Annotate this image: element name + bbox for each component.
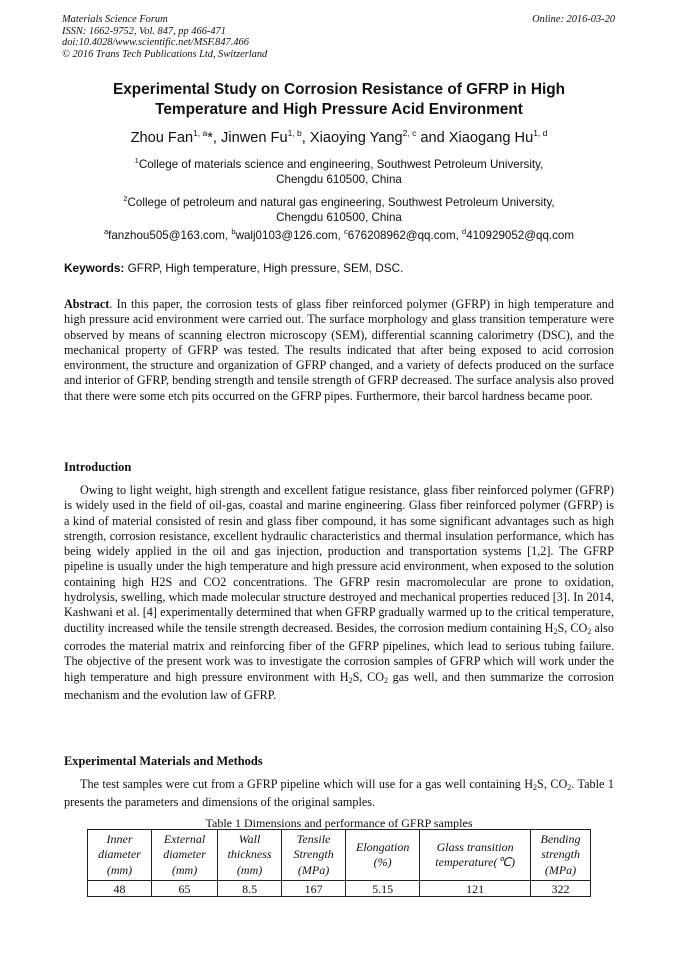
- author-name: Xiaoying Yang: [309, 129, 403, 146]
- table-cell: 167: [282, 881, 346, 897]
- journal-header: [62, 14, 267, 60]
- journal-doi: doi:10.4028/www.scientific.net/MSF.847.466: [62, 37, 249, 49]
- subscript: 2: [348, 675, 353, 685]
- dimensions-table: [87, 829, 591, 897]
- table-cell: 48: [88, 881, 152, 897]
- affiliation-mark: 2: [123, 194, 128, 203]
- keywords: [64, 261, 403, 275]
- keywords-text: GFRP, High temperature, High pressure, SEM, DSC.: [124, 261, 404, 275]
- author-affil-mark: 1, d: [533, 128, 548, 138]
- journal-copyright: © 2016 Trans Tech Publications Ltd, Switzerland: [62, 48, 268, 60]
- email-mark: a: [103, 227, 109, 236]
- table-header-cell: Tensile Strength (MPa): [282, 830, 346, 881]
- affiliation-line: College of materials science and engineering, Southwest Petroleum University,: [138, 157, 544, 171]
- text-run: . Table 1 presents the parameters and dimensions of the original samples.: [64, 777, 615, 810]
- text-run: S, CO: [537, 777, 568, 791]
- table-header-row: [88, 830, 591, 881]
- paper-title: [62, 80, 616, 120]
- table-cell: 322: [531, 881, 591, 897]
- subscript: 2: [567, 783, 572, 792]
- author-separator: and: [416, 129, 449, 146]
- author-separator: ,: [301, 129, 310, 146]
- journal-name: Materials Science Forum: [62, 14, 168, 25]
- author-list: [62, 128, 616, 146]
- table-header-cell: External diameter (mm): [152, 830, 218, 881]
- author-emails: [62, 227, 616, 242]
- author-name: Xiaogang Hu: [448, 129, 534, 146]
- affiliation-line: Chengdu 610500, China: [276, 173, 402, 187]
- email-mark: b: [231, 227, 236, 236]
- email-link[interactable]: walj0103@126.com,: [235, 228, 345, 242]
- author-affil-mark: 1, a: [193, 128, 208, 138]
- subscript: 2: [553, 626, 558, 636]
- table-cell: 8.5: [218, 881, 282, 897]
- title-line-2: Temperature and High Pressure Acid Environment: [155, 101, 523, 118]
- text-run: S, CO: [352, 669, 384, 684]
- methods-paragraph: [64, 777, 614, 811]
- title-line-1: Experimental Study on Corrosion Resistance of GFRP in High: [112, 81, 566, 98]
- author-affil-mark: 2, c: [402, 128, 417, 138]
- affiliation-mark: 1: [134, 156, 139, 165]
- keywords-label: Keywords:: [64, 261, 125, 275]
- email-mark: c: [344, 227, 348, 236]
- text-run: The test samples were cut from a GFRP pipeline which will use for a gas well containing H: [80, 777, 534, 791]
- table-caption: Table 1 Dimensions and performance of GFRP samples: [205, 816, 473, 830]
- table-header-cell: Wall thickness (mm): [218, 830, 282, 881]
- abstract-text: . In this paper, the corrosion tests of glass fiber reinforced polymer (GFRP) in high temperature and high pressure acid environment were carried out. The surface morphology and glass transition temperature were observed by means of scanning electron microscopy (SEM), differential scanning calorimetry (DSC), and the mechanical property of GFRP was tested. The results indicated that after being exposed to acid corrosion environment, the structure and organization of GFRP changed, and a variety of defects produced on the surface and interior of GFRP, bending strength and tensile strength of GFRP decreased. The surface analysis also proved that there were some etch pits occurred on the GFRP pipes. Furthermore, their barcol hardness became poor.: [64, 297, 614, 403]
- table-header-cell: Glass transition temperature(℃): [420, 830, 531, 881]
- author-affil-mark: 1, b: [287, 128, 302, 138]
- abstract-label: Abstract: [64, 297, 110, 311]
- text-run: also corrodes the material matrix and reinforcing fiber of the GFRP pipelines, which lead to serious tubing failure. The objective of the present work was to investigate the corrosion samples of GFRP which will work under the high temperature and high pressure environment with H: [64, 620, 614, 684]
- subscript: 2: [533, 783, 538, 792]
- affiliation-1: [62, 153, 616, 188]
- table-cell: 5.15: [346, 881, 420, 897]
- text-run: Owing to light weight, high strength and excellent fatigue resistance, glass fiber reinforced polymer (GFRP) is widely used in the field of oil-gas, coastal and marine engineering. Glass fiber reinforced polymer (GFRP) is a kind of material consisted of resin and glass fiber compound, it has some significant advantages such as high strength, corrosion resistance, excellent hydraulic characteristics and thermal insulation performance, which has being widely applied in the oil and gas injection, production and transportation systems [1,2]. The GFRP pipeline is usually under the high temperature and high pressure acid environment, when exposed to the solution containing high H2S and CO2 concentrations. The GFRP resin macromolecular are prone to oxidation, hydrolysis, swelling, which made molecular structure destroyed and mechanical properties reduced [3]. In 2014, Kashwani et al. [4] experimentally determined that when GFRP gradually warmed up to the critical temperature, ductility increased while the tensile strength decreased. Besides, the corrosion medium containing H: [64, 483, 614, 635]
- section-heading-methods: Experimental Materials and Methods: [64, 754, 263, 768]
- table-cell: 65: [152, 881, 218, 897]
- online-date: Online: 2016-03-20: [532, 14, 615, 25]
- table-row: [88, 881, 591, 897]
- affiliation-line: College of petroleum and natural gas engineering, Southwest Petroleum University,: [127, 195, 555, 209]
- text-run: gas well, and then summarize the corrosion mechanism and the evolution law of GFRP.: [64, 669, 614, 702]
- author-name: Jinwen Fu: [221, 129, 288, 146]
- table-header-cell: Elongation (%): [346, 830, 420, 881]
- subscript: 2: [384, 675, 388, 685]
- section-heading-introduction: Introduction: [64, 460, 132, 474]
- email-mark: d: [462, 227, 467, 236]
- text-run: S, CO: [557, 620, 588, 635]
- email-link[interactable]: fanzhou505@163.com,: [108, 228, 232, 242]
- affiliation-line: Chengdu 610500, China: [276, 211, 402, 225]
- abstract: [64, 297, 614, 404]
- email-link[interactable]: 410929052@qq.com: [466, 228, 575, 242]
- email-link[interactable]: 676208962@qq.com,: [347, 228, 463, 242]
- author-separator: *,: [207, 129, 222, 146]
- table-header-cell: Inner diameter (mm): [88, 830, 152, 881]
- affiliation-2: [62, 191, 616, 226]
- table-cell: 121: [420, 881, 531, 897]
- introduction-paragraph: [64, 483, 614, 703]
- journal-issn: ISSN: 1662-9752, Vol. 847, pp 466-471: [62, 25, 226, 37]
- subscript: 2: [587, 626, 592, 636]
- author-name: Zhou Fan: [130, 129, 194, 146]
- table-header-cell: Bending strength (MPa): [531, 830, 591, 881]
